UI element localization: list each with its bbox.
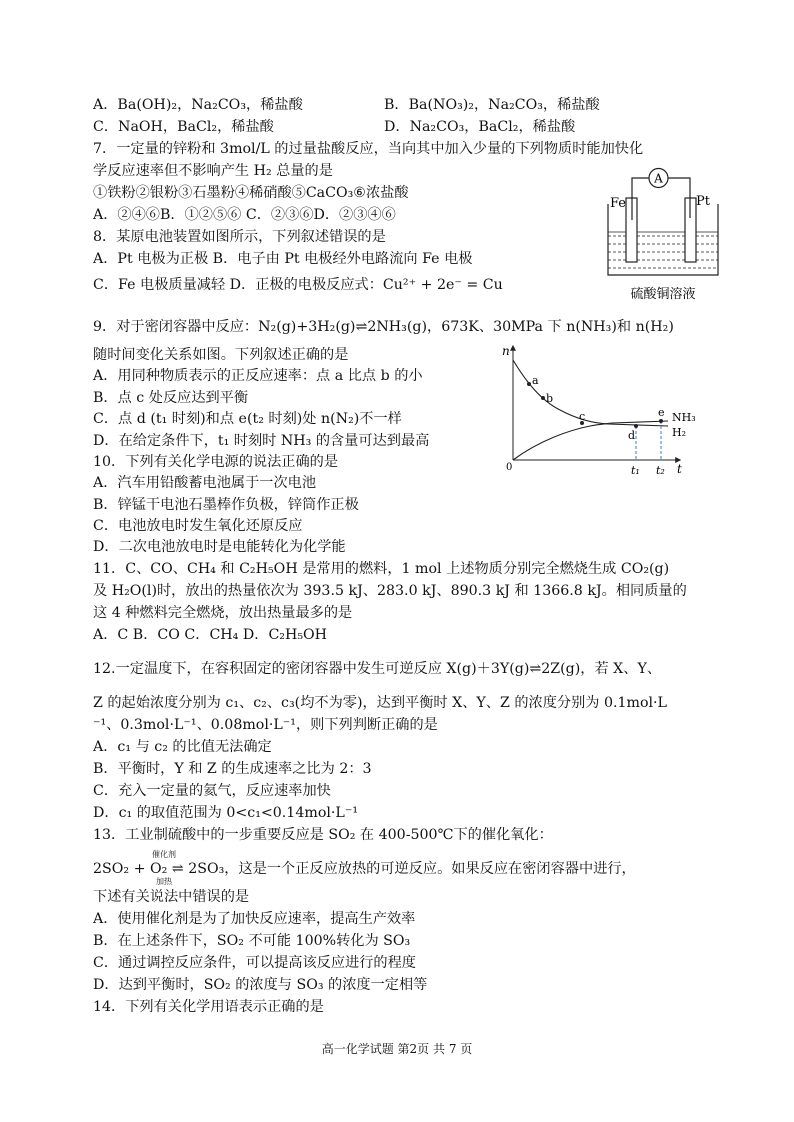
q13-stem-3: 下述有关说法中错误的是 xyxy=(93,889,250,905)
q7-options: A．②④⑥B．①②⑤⑥ C．②③⑥D．②③④⑥ xyxy=(93,207,396,223)
q12-option-b: B．平衡时，Y 和 Z 的生成速率之比为 2：3 xyxy=(93,761,372,777)
q13-equation-line: 2SO₂ + O₂ ⇌ 2SO₃，这是一个正反应放热的可逆反应。如果反应在密闭容器中进行， xyxy=(93,861,636,877)
origin-label: 0 xyxy=(506,462,513,473)
q13-option-b: B．在上述条件下，SO₂ 不可能 100%转化为 SO₃ xyxy=(93,933,411,949)
q10-option-d: D．二次电池放电时是电能转化为化学能 xyxy=(93,539,346,555)
series-h2-label: H₂ xyxy=(672,426,687,439)
left-wire xyxy=(632,178,649,220)
solution-lines xyxy=(608,232,718,268)
q10-option-a: A．汽车用铅酸蓄电池属于一次电池 xyxy=(93,475,317,491)
point-d-label: d xyxy=(628,429,636,442)
q9-stem-2: 随时间变化关系如图。下列叙述正确的是 xyxy=(93,347,349,363)
point-d xyxy=(634,424,638,428)
x-axis-label: t xyxy=(677,462,682,476)
q12-option-d: D．c₁ 的取值范围为 0<c₁<0.14mol·L⁻¹ xyxy=(93,805,359,821)
q12-stem-1: 12.一定温度下，在容积固定的密闭容器中发生可逆反应 X(g)＋3Y(g)⇌2Z(g)，若 X、Y、 xyxy=(93,661,662,677)
nh3-curve xyxy=(513,421,668,460)
y-axis-label: n xyxy=(502,344,510,358)
q14-stem: 14．下列有关化学用语表示正确的是 xyxy=(93,999,324,1015)
pt-label: Pt xyxy=(696,194,710,209)
q13-stem-1: 13．工业制硫酸中的一步重要反应是 SO₂ 在 400-500℃下的催化氧化： xyxy=(93,827,553,843)
h2-curve xyxy=(513,360,668,426)
series-nh3-label: NH₃ xyxy=(672,411,696,424)
q9-stem-1: 9．对于密闭容器中反应：N₂(g)+3H₂(g)⇌2NH₃(g)，673K、30MPa 下 n(NH₃)和 n(H₂) xyxy=(93,319,674,335)
galvanic-cell-diagram xyxy=(598,160,728,310)
heating-label: 加热 xyxy=(156,877,172,886)
q11-stem-3: 这 4 种燃料完全燃烧，放出热量最多的是 xyxy=(93,605,353,621)
point-c-label: c xyxy=(579,410,586,423)
q6-option-d: D．Na₂CO₃，BaCl₂，稀盐酸 xyxy=(384,119,576,135)
q7-stem-2: 学反应速率但不影响产生 H₂ 总量的是 xyxy=(93,163,333,179)
q12-stem-2: Z 的起始浓度分别为 c₁、c₂、c₃(均不为零)，达到平衡时 X、Y、Z 的浓度分别为 0.1mol·L xyxy=(93,695,667,711)
q7-stem-1: 7．一定量的锌粉和 3mol/L 的过量盐酸反应，当向其中加入少量的下列物质时能加快化 xyxy=(93,141,644,157)
q6-option-c: C．NaOH，BaCl₂，稀盐酸 xyxy=(93,119,274,135)
q9-option-b: B．点 c 处反应达到平衡 xyxy=(93,390,249,406)
q13-option-d: D．达到平衡时，SO₂ 的浓度与 SO₃ 的浓度一定相等 xyxy=(93,977,428,993)
ammeter-label: A xyxy=(654,171,663,186)
point-a xyxy=(527,382,531,386)
q8-options-ab: A．Pt 电极为正极 B．电子由 Pt 电极经外电路流向 Fe 电极 xyxy=(93,251,473,267)
q11-options: A．C B．CO C．CH₄ D．C₂H₅OH xyxy=(93,627,328,643)
tick-t1: t₁ xyxy=(631,464,640,477)
point-b xyxy=(541,396,545,400)
q8-options-cd: C．Fe 电极质量减轻 D．正极的电极反应式：Cu²⁺ + 2e⁻ = Cu xyxy=(93,277,503,293)
fe-label: Fe xyxy=(610,196,627,211)
catalyst-label: 催化剂 xyxy=(152,850,176,859)
n-t-chart xyxy=(500,340,710,480)
q9-option-d: D．在给定条件下，t₁ 时刻时 NH₃ 的含量可达到最高 xyxy=(93,433,430,449)
q13-option-a: A．使用催化剂是为了加快反应速率，提高生产效率 xyxy=(93,911,416,927)
q13-option-c: C．通过调控反应条件，可以提高该反应进行的程度 xyxy=(93,955,416,971)
q9-option-a: A．用同种物质表示的正反应速率：点 a 比点 b 的小 xyxy=(93,368,423,384)
point-a-label: a xyxy=(532,374,539,387)
page-footer: 高一化学试题 第2页 共 7 页 xyxy=(321,1042,473,1056)
solution-label: 硫酸铜溶液 xyxy=(630,287,696,302)
point-e xyxy=(659,419,663,423)
q12-option-c: C．充入一定量的氦气，反应速率加快 xyxy=(93,783,331,799)
q10-option-c: C．电池放电时发生氧化还原反应 xyxy=(93,518,303,534)
q12-option-a: A．c₁ 与 c₂ 的比值无法确定 xyxy=(93,739,272,755)
tick-t2: t₂ xyxy=(656,464,665,477)
beaker xyxy=(608,204,718,275)
q11-stem-2: 及 H₂O(l)时，放出的热量依次为 393.5 kJ、283.0 kJ、890.3 kJ 和 1366.8 kJ。相同质量的 xyxy=(93,583,687,599)
q6-option-b: B．Ba(NO₃)₂，Na₂CO₃，稀盐酸 xyxy=(384,97,600,113)
q6-option-a: A．Ba(OH)₂，Na₂CO₃，稀盐酸 xyxy=(93,97,303,113)
point-b-label: b xyxy=(546,392,554,405)
q11-stem-1: 11．C、CO、CH₄ 和 C₂H₅OH 是常用的燃料，1 mol 上述物质分别完全燃烧生成 CO₂(g) xyxy=(93,561,670,577)
q8-stem: 8．某原电池装置如图所示，下列叙述错误的是 xyxy=(93,229,386,245)
q7-items: ①铁粉②银粉③石墨粉④稀硝酸⑤CaCO₃⑥浓盐酸 xyxy=(93,185,409,201)
q9-option-c: C．点 d (t₁ 时刻)和点 e(t₂ 时刻)处 n(N₂)不一样 xyxy=(93,411,402,427)
q10-stem: 10．下列有关化学电源的说法正确的是 xyxy=(93,454,339,470)
point-e-label: e xyxy=(658,406,665,419)
q10-option-b: B．锌锰干电池石墨棒作负极，锌筒作正极 xyxy=(93,497,359,513)
q12-stem-3: ⁻¹、0.3mol·L⁻¹、0.08mol·L⁻¹，则下列判断正确的是 xyxy=(93,717,438,733)
